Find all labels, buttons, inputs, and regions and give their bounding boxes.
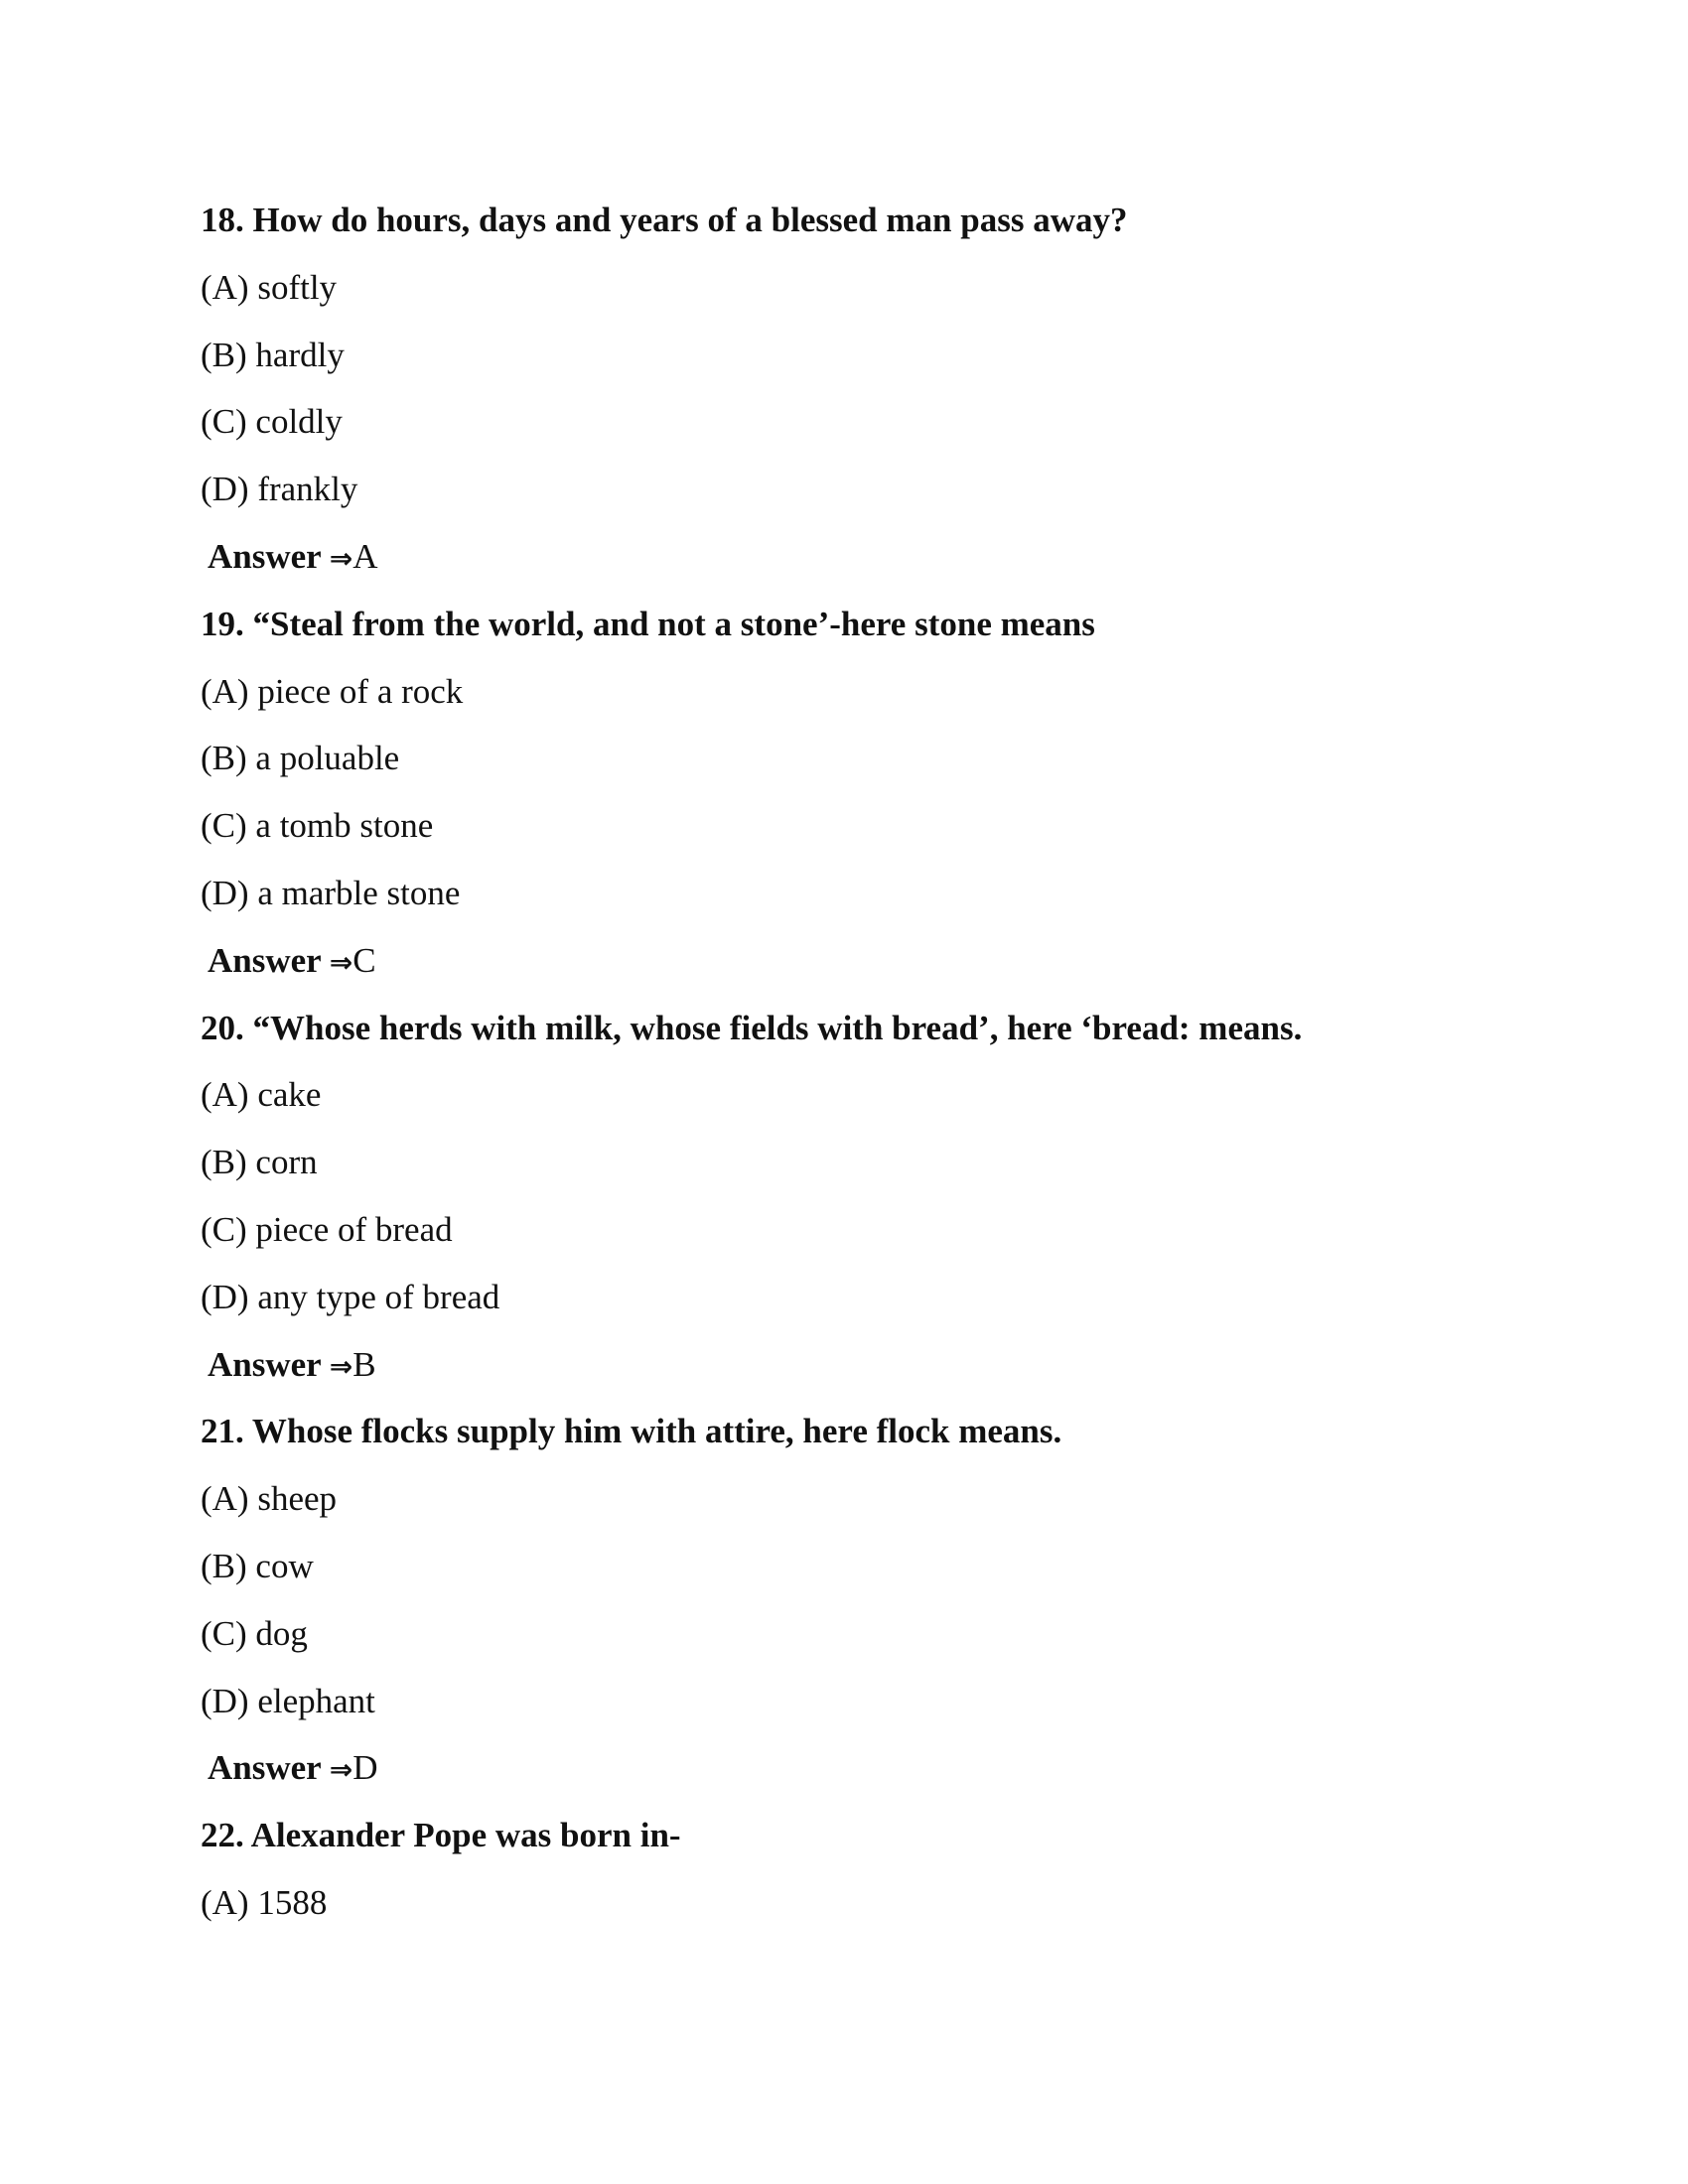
question-text: “Whose herds with milk, whose fields with bread’, here ‘bread: means.	[252, 1008, 1303, 1047]
question-text: Whose flocks supply him with attire, here flock means.	[251, 1412, 1062, 1451]
question-text: “Steal from the world, and not a stone’-here stone means	[252, 604, 1095, 643]
option-d: (D) frankly	[201, 470, 358, 509]
question-number: 19.	[201, 604, 244, 643]
double-arrow-icon: ⇒	[329, 1349, 353, 1383]
answer-line	[201, 1734, 1511, 1802]
option-b: (B) cow	[201, 1546, 314, 1585]
option-a: (A) 1588	[201, 1882, 328, 1922]
question-number: 22.	[201, 1816, 244, 1855]
answer-line	[201, 523, 1511, 591]
option-a: (A) sheep	[201, 1479, 338, 1519]
question-22	[201, 1802, 1511, 1869]
option-c: (C) a tomb stone	[201, 806, 434, 846]
question-19	[201, 591, 1511, 658]
option-a: (A) cake	[201, 1075, 322, 1115]
answer-label: Answer	[208, 940, 322, 980]
question-20	[201, 995, 1511, 1062]
question-text: How do hours, days and years of a blessed man pass away?	[252, 201, 1128, 239]
option-c: (C) coldly	[201, 402, 343, 442]
question-number: 21.	[201, 1412, 244, 1451]
option-d: (D) a marble stone	[201, 873, 461, 912]
question-18	[201, 187, 1511, 254]
question-number: 20.	[201, 1008, 244, 1047]
answer-value: B	[352, 1344, 376, 1384]
option-b: (B) hardly	[201, 335, 345, 374]
question-text: Alexander Pope was born in-	[250, 1816, 681, 1855]
answer-line	[201, 927, 1511, 995]
option-c: (C) piece of bread	[201, 1209, 453, 1249]
question-number: 18.	[201, 201, 244, 239]
answer-label: Answer	[208, 536, 322, 576]
answer-value: C	[352, 940, 376, 980]
answer-value: A	[352, 536, 378, 576]
answer-value: D	[352, 1748, 378, 1788]
option-a: (A) softly	[201, 267, 338, 307]
option-c: (C) dog	[201, 1613, 308, 1653]
answer-line	[201, 1331, 1511, 1399]
double-arrow-icon: ⇒	[329, 1753, 353, 1787]
double-arrow-icon: ⇒	[329, 945, 353, 979]
answer-label: Answer	[208, 1344, 322, 1384]
option-b: (B) corn	[201, 1143, 318, 1182]
double-arrow-icon: ⇒	[329, 541, 353, 575]
option-b: (B) a poluable	[201, 739, 400, 778]
answer-label: Answer	[208, 1748, 322, 1788]
document-page	[201, 187, 1511, 1937]
question-21	[201, 1398, 1511, 1465]
option-a: (A) piece of a rock	[201, 671, 464, 711]
option-d: (D) elephant	[201, 1681, 375, 1720]
option-d: (D) any type of bread	[201, 1277, 500, 1316]
